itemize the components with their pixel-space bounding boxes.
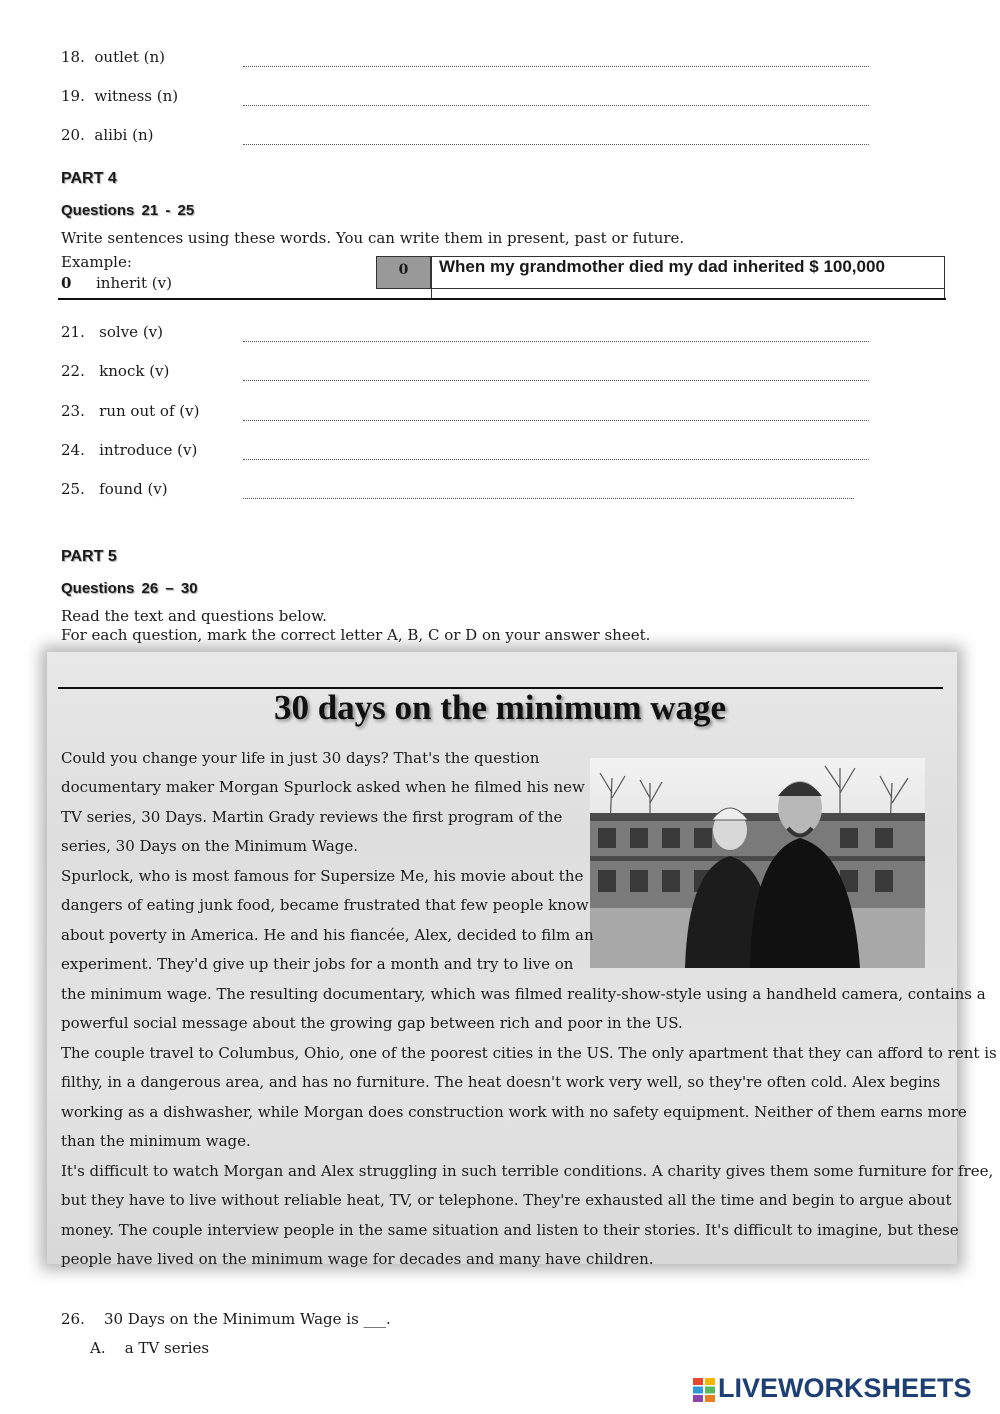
article-line: powerful social message about the growing gap between rich and poor in the US. [61, 1014, 683, 1032]
article-title: 30 days on the minimum wage [273, 688, 727, 727]
article-line: but they have to live without reliable heat, TV, or telephone. They're exhausted all the time and begin to argue about [61, 1191, 952, 1209]
liveworksheets-logo: LIVEWORKSHEETS [718, 1373, 972, 1403]
answer-input-24[interactable] [243, 441, 869, 460]
question-text: 30 Days on the Minimum Wage is ___. [103, 1310, 391, 1328]
question-number: 22. [61, 362, 85, 380]
answer-input-25[interactable] [243, 480, 854, 499]
article-line: TV series, 30 Days. Martin Grady reviews the first program of the [61, 808, 563, 826]
question-row-21 [61, 322, 163, 342]
question-word: witness (n) [94, 87, 179, 105]
question-row-20 [61, 125, 153, 145]
question-number: 19. [61, 87, 85, 105]
article-line: filthy, in a dangerous area, and has no furniture. The heat doesn't work very well, so they're often cold. Alex begins [61, 1073, 941, 1091]
question-number: 21. [61, 323, 85, 341]
option-text: a TV series [124, 1339, 210, 1357]
part5-instruction-1: Read the text and questions below. [61, 607, 327, 625]
question-word: alibi (n) [94, 126, 154, 144]
article-line: people have lived on the minimum wage for decades and many have children. [61, 1250, 654, 1268]
question-word: introduce (v) [99, 441, 198, 459]
article-line: It's difficult to watch Morgan and Alex struggling in such terrible conditions. A charity gives them some furniture for free, [61, 1162, 994, 1180]
part4-instruction: Write sentences using these words. You can write them in present, past or future. [61, 229, 685, 247]
article-line: documentary maker Morgan Spurlock asked when he filmed his new [61, 778, 585, 796]
article-line: Could you change your life in just 30 days? That's the question [61, 749, 540, 767]
part5-title: PART 5 [61, 548, 117, 565]
question-row-25 [61, 479, 168, 499]
photo-couple-motel [590, 758, 925, 968]
question-number: 23. [61, 402, 85, 420]
example-label: Example: [61, 253, 132, 271]
question-row-23 [61, 401, 199, 421]
question-word: solve (v) [99, 323, 163, 341]
answer-input-21[interactable] [243, 323, 869, 342]
part5-instruction-2: For each question, mark the correct letter A, B, C or D on your answer sheet. [61, 626, 651, 644]
part4-title: PART 4 [61, 170, 117, 187]
question-number: 18. [61, 48, 85, 66]
article-line: The couple travel to Columbus, Ohio, one of the poorest cities in the US. The only apartment that they can afford to rent is [61, 1044, 997, 1062]
answer-input-18[interactable] [243, 48, 869, 67]
article-line: series, 30 Days on the Minimum Wage. [61, 837, 359, 855]
article-line: about poverty in America. He and his fiancée, Alex, decided to film an [61, 926, 594, 944]
question-number: 20. [61, 126, 85, 144]
article-line: dangers of eating junk food, became frustrated that few people know [61, 896, 589, 914]
question-number: 25. [61, 480, 85, 498]
article-line: experiment. They'd give up their jobs for a month and try to live on [61, 955, 574, 973]
answer-input-20[interactable] [243, 126, 869, 145]
example-box-number: 0 [398, 262, 409, 278]
option-letter: A. [90, 1339, 106, 1357]
question-word: found (v) [99, 480, 168, 498]
question-row-19 [61, 86, 178, 106]
question-26 [61, 1310, 391, 1328]
question-number: 26. [61, 1310, 85, 1328]
example-number: 0 [61, 274, 72, 292]
question-word: outlet (n) [94, 48, 165, 66]
article-photo [590, 758, 925, 968]
article-line: the minimum wage. The resulting documentary, which was filmed reality-show-style using a handheld camera, contains a [61, 985, 986, 1003]
article-line: money. The couple interview people in the same situation and listen to their stories. It's difficult to imagine, but these [61, 1221, 959, 1239]
part4-questions-range: Questions 21 - 25 [61, 202, 195, 219]
question-row-24 [61, 440, 197, 460]
liveworksheets-logo-icon [693, 1378, 715, 1402]
article-line: Spurlock, who is most famous for Supersize Me, his movie about the [61, 867, 584, 885]
example-box-tail [431, 289, 945, 298]
example-divider [58, 298, 946, 300]
question-number: 24. [61, 441, 85, 459]
article-line: than the minimum wage. [61, 1132, 251, 1150]
question-word: knock (v) [99, 362, 170, 380]
example-sentence: When my grandmother died my dad inherited $ 100,000 [439, 257, 885, 276]
article-line: working as a dishwasher, while Morgan does construction work with no safety equipment. Neither of them earns more [61, 1103, 967, 1121]
answer-input-22[interactable] [243, 362, 869, 381]
answer-input-23[interactable] [243, 402, 869, 421]
answer-input-19[interactable] [243, 87, 869, 106]
question-row-22 [61, 361, 169, 381]
option-a[interactable] [90, 1339, 209, 1357]
part5-questions-range: Questions 26 – 30 [61, 580, 198, 597]
question-row-18 [61, 47, 165, 67]
question-word: run out of (v) [99, 402, 200, 420]
example-word: inherit (v) [96, 274, 172, 292]
